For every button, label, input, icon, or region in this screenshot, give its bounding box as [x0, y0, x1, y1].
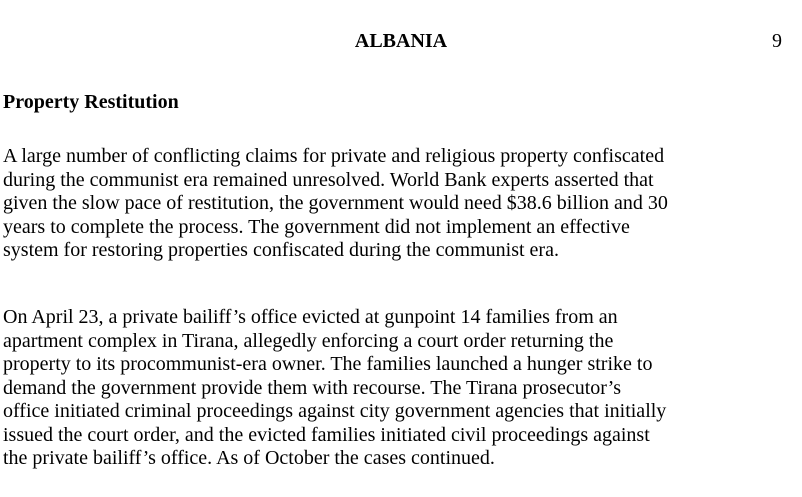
text-line: office initiated criminal proceedings against city government agencies that initially [3, 400, 667, 422]
page-number: 9 [772, 30, 782, 52]
text-line: property to its procommunist-era owner. The families launched a hunger strike to [3, 353, 653, 375]
text-line: On April 23, a private bailiff’s office evicted at gunpoint 14 families from an [3, 306, 618, 328]
text-line: system for restoring properties confiscated during the communist era. [3, 239, 559, 261]
country-title: ALBANIA [354, 30, 448, 52]
text-line: A large number of conflicting claims for private and religious property confiscated [3, 145, 665, 167]
text-line: during the communist era remained unresolved. World Bank experts asserted that [3, 168, 654, 191]
paragraph-property-claims [3, 145, 793, 263]
text-line: the private bailiff’s office. As of October the cases continued. [3, 447, 495, 469]
text-line: issued the court order, and the evicted families initiated civil proceedings against [3, 423, 650, 446]
text-line: demand the government provide them with recourse. The Tirana prosecutor’s [3, 376, 621, 399]
paragraph-eviction-case [3, 306, 793, 471]
text-line: given the slow pace of restitution, the government would need $38.6 billion and 30 [3, 192, 668, 214]
page-header [0, 28, 802, 54]
section-heading: Property Restitution [3, 91, 179, 113]
text-line: years to complete the process. The government did not implement an effective [3, 215, 630, 238]
text-line: apartment complex in Tirana, allegedly enforcing a court order returning the [3, 329, 614, 352]
